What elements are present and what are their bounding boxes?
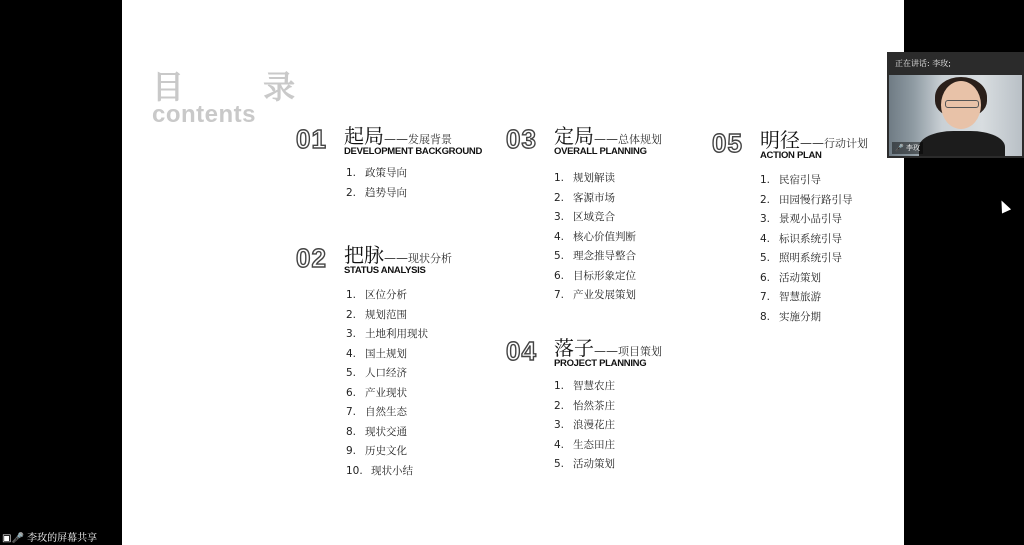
list-item: 2. 怡然茶庄 [554, 399, 615, 412]
section-number: 05 [712, 128, 743, 158]
screen-share-label: ▣🎤 李玫的屏幕共享 [2, 533, 98, 544]
section-subtitle: 行动计划 [824, 137, 868, 150]
list-item: 5. 活动策划 [554, 458, 615, 470]
active-speaker-label: 正在讲话: 李玫; [895, 59, 951, 68]
list-item: 7. 自然生态 [346, 406, 407, 418]
list-item: 4. 国土规划 [346, 347, 407, 360]
list-item: 5. 照明系统引导 [760, 252, 842, 264]
item-list [554, 377, 615, 475]
list-item: 3. 区域竞合 [554, 211, 615, 223]
list-item: 2. 规划范围 [346, 308, 407, 321]
list-item: 3. 浪漫花庄 [554, 419, 615, 431]
list-item: 9. 历史文化 [346, 445, 407, 457]
item-list [346, 286, 428, 481]
section-subtitle: 项目策划 [618, 345, 662, 358]
list-item: 1. 民宿引导 [760, 174, 821, 186]
section-english: STATUS ANALYSIS [344, 265, 426, 276]
section-title: 明径 [760, 128, 800, 152]
list-item: 4. 生态田庄 [554, 438, 615, 451]
section-subtitle: 现状分析 [408, 252, 452, 265]
list-item: 1. 政策导向 [346, 167, 407, 179]
list-item: 10. 现状小结 [346, 464, 413, 477]
list-item: 3. 景观小品引导 [760, 213, 842, 225]
list-item: 3. 土地利用现状 [346, 328, 428, 340]
list-item: 4. 标识系统引导 [760, 232, 842, 245]
list-item: 7. 智慧旅游 [760, 291, 821, 303]
section-title: 起局 [344, 124, 384, 148]
toc-title: 目 录 [152, 68, 330, 106]
list-item: 8. 现状交通 [346, 425, 407, 438]
section-title: 定局 [554, 124, 594, 148]
list-item: 1. 智慧农庄 [554, 380, 615, 392]
section-subtitle: 总体规划 [618, 133, 662, 146]
list-item: 5. 人口经济 [346, 367, 407, 379]
item-list [554, 169, 636, 306]
section-title: 落子 [554, 336, 594, 360]
microphone-icon: 🎤 [895, 144, 904, 152]
item-list [760, 171, 853, 327]
section-number: 02 [296, 243, 327, 273]
list-item: 1. 规划解读 [554, 172, 615, 184]
list-item: 7. 产业发展策划 [554, 289, 636, 301]
section-english: PROJECT PLANNING [554, 358, 647, 369]
section-number: 01 [296, 124, 327, 154]
toc-subtitle: contents [152, 101, 257, 128]
list-item: 4. 核心价值判断 [554, 230, 636, 243]
list-item: 2. 客源市场 [554, 191, 615, 204]
share-icon: ▣🎤 [2, 533, 24, 544]
mouse-cursor-icon [997, 198, 1011, 213]
section-number: 04 [506, 336, 537, 366]
section-english: DEVELOPMENT BACKGROUND [344, 146, 483, 157]
list-item: 1. 区位分析 [346, 289, 407, 301]
list-item: 6. 目标形象定位 [554, 269, 636, 282]
speaker-name-tag: 🎤 李玫 [892, 142, 923, 154]
list-item: 6. 活动策划 [760, 271, 821, 284]
list-item: 2. 田园慢行路引导 [760, 193, 853, 206]
list-item: 2. 趋势导向 [346, 186, 407, 199]
list-item: 6. 产业现状 [346, 386, 407, 399]
item-list [346, 164, 407, 203]
section-english: ACTION PLAN [760, 150, 822, 161]
section-english: OVERALL PLANNING [554, 146, 647, 157]
list-item: 8. 实施分期 [760, 310, 821, 323]
list-item: 5. 理念推导整合 [554, 250, 636, 262]
section-subtitle: 发展背景 [408, 133, 452, 146]
section-title: 把脉 [344, 243, 384, 267]
section-number: 03 [506, 124, 537, 154]
